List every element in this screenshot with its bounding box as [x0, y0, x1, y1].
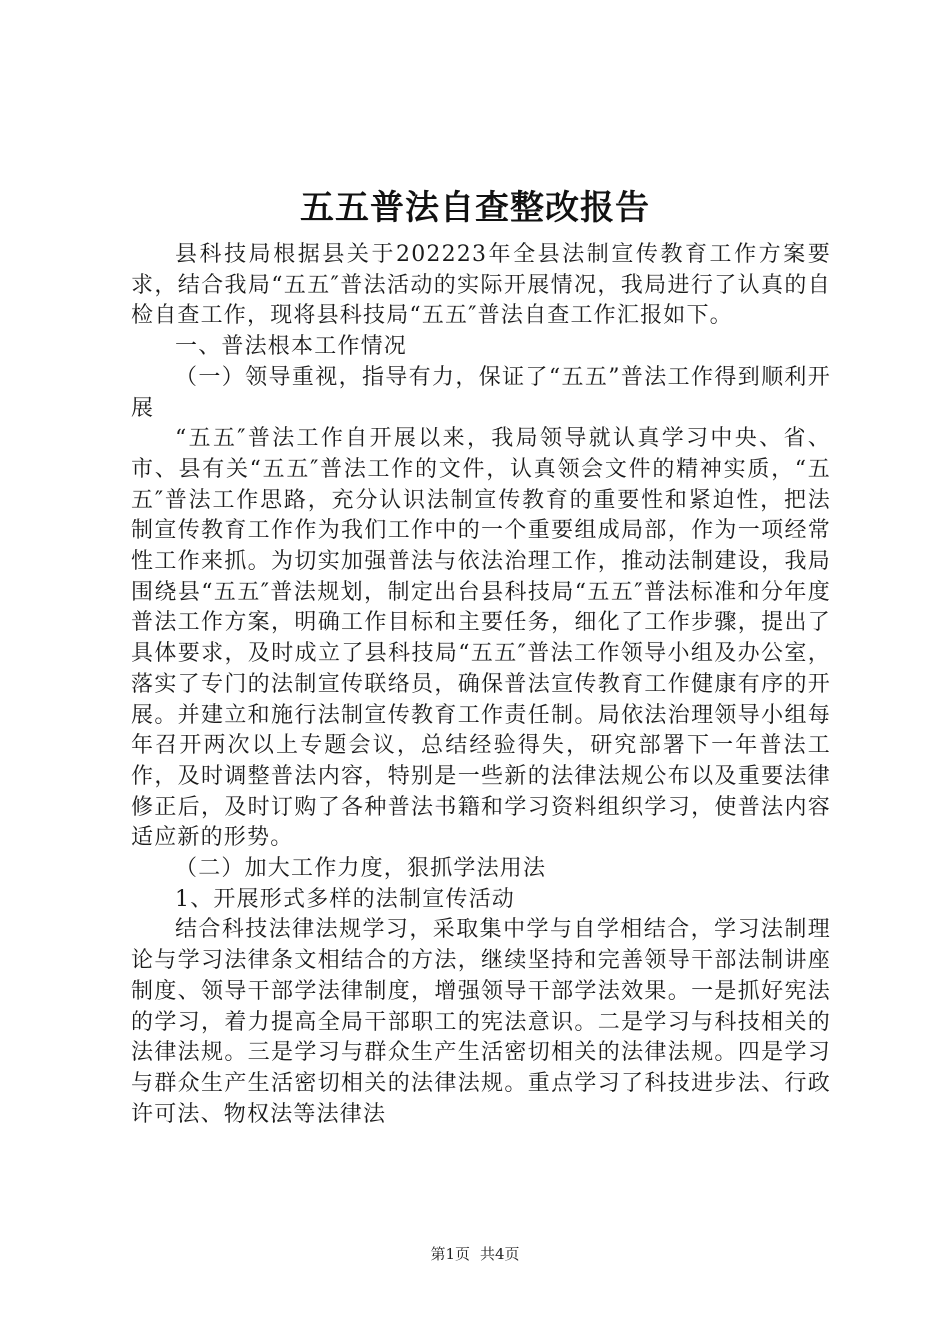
item-heading-1: 1、开展形式多样的法制宣传活动	[175, 886, 515, 912]
section-heading-1: 一、普法根本工作情况	[175, 334, 408, 360]
page-number: 第1页	[430, 1245, 470, 1263]
subsection-heading-1: （一）领导重视，指导有力，保证了“五五”普法工作得到顺利开展	[131, 364, 831, 421]
intro-paragraph: 县科技局根据县关于202223年全县法制宣传教育工作方案要求，结合我局“五五″普法活动的实际开展情况，我局进行了认真的自检自查工作，现将县科技局“五五″普法自查工作汇报如下。	[131, 242, 831, 329]
body-paragraph-activities: 结合科技法律法规学习，采取集中学与自学相结合，学习法制理论与学习法律条文相结合的方法，继续坚持和完善领导干部法制讲座制度、领导干部学法律制度，增强领导干部学法效果。一是抓好宪法的学习，着力提高全局干部职工的宪法意识。二是学习与科技相关的法律法规。三是学习与群众生产生活密切相关的法律法规。四是学习与群众生产生活密切相关的法律法规。重点学习了科技进步法、行政许可法、物权法等法律法	[131, 917, 831, 1127]
page-total: 共4页	[480, 1245, 520, 1263]
subsection-heading-2: （二）加大工作力度，狠抓学法用法	[175, 856, 547, 882]
page-footer	[0, 1243, 950, 1265]
body-paragraph-leadership: “五五″普法工作自开展以来，我局领导就认真学习中央、省、市、县有关“五五″普法工作的文件，认真领会文件的精神实质，“五五″普法工作思路，充分认识法制宣传教育的重要性和紧迫性，把法制宣传教育工作作为我们工作中的一个重要组成局部，作为一项经常性工作来抓。为切实加强普法与依法治理工作，推动法制建设，我局围绕县“五五″普法规划，制定出台县科技局“五五″普法标准和分年度普法工作方案，明确工作目标和主要任务，细化了工作步骤，提出了具体要求，及时成立了县科技局“五五″普法工作领导小组及办公室，落实了专门的法制宣传联络员，确保普法宣传教育工作健康有序的开展。并建立和施行法制宣传教育工作责任制。局依法治理领导小组每年召开两次以上专题会议，总结经验得失，研究部署下一年普法工作，及时调整普法内容，特别是一些新的法律法规公布以及重要法律修正后，及时订购了各种普法书籍和学习资料组织学习，使普法内容适应新的形势。	[131, 426, 831, 851]
document-body	[131, 240, 831, 1130]
document-title: 五五普法自查整改报告	[300, 188, 650, 228]
